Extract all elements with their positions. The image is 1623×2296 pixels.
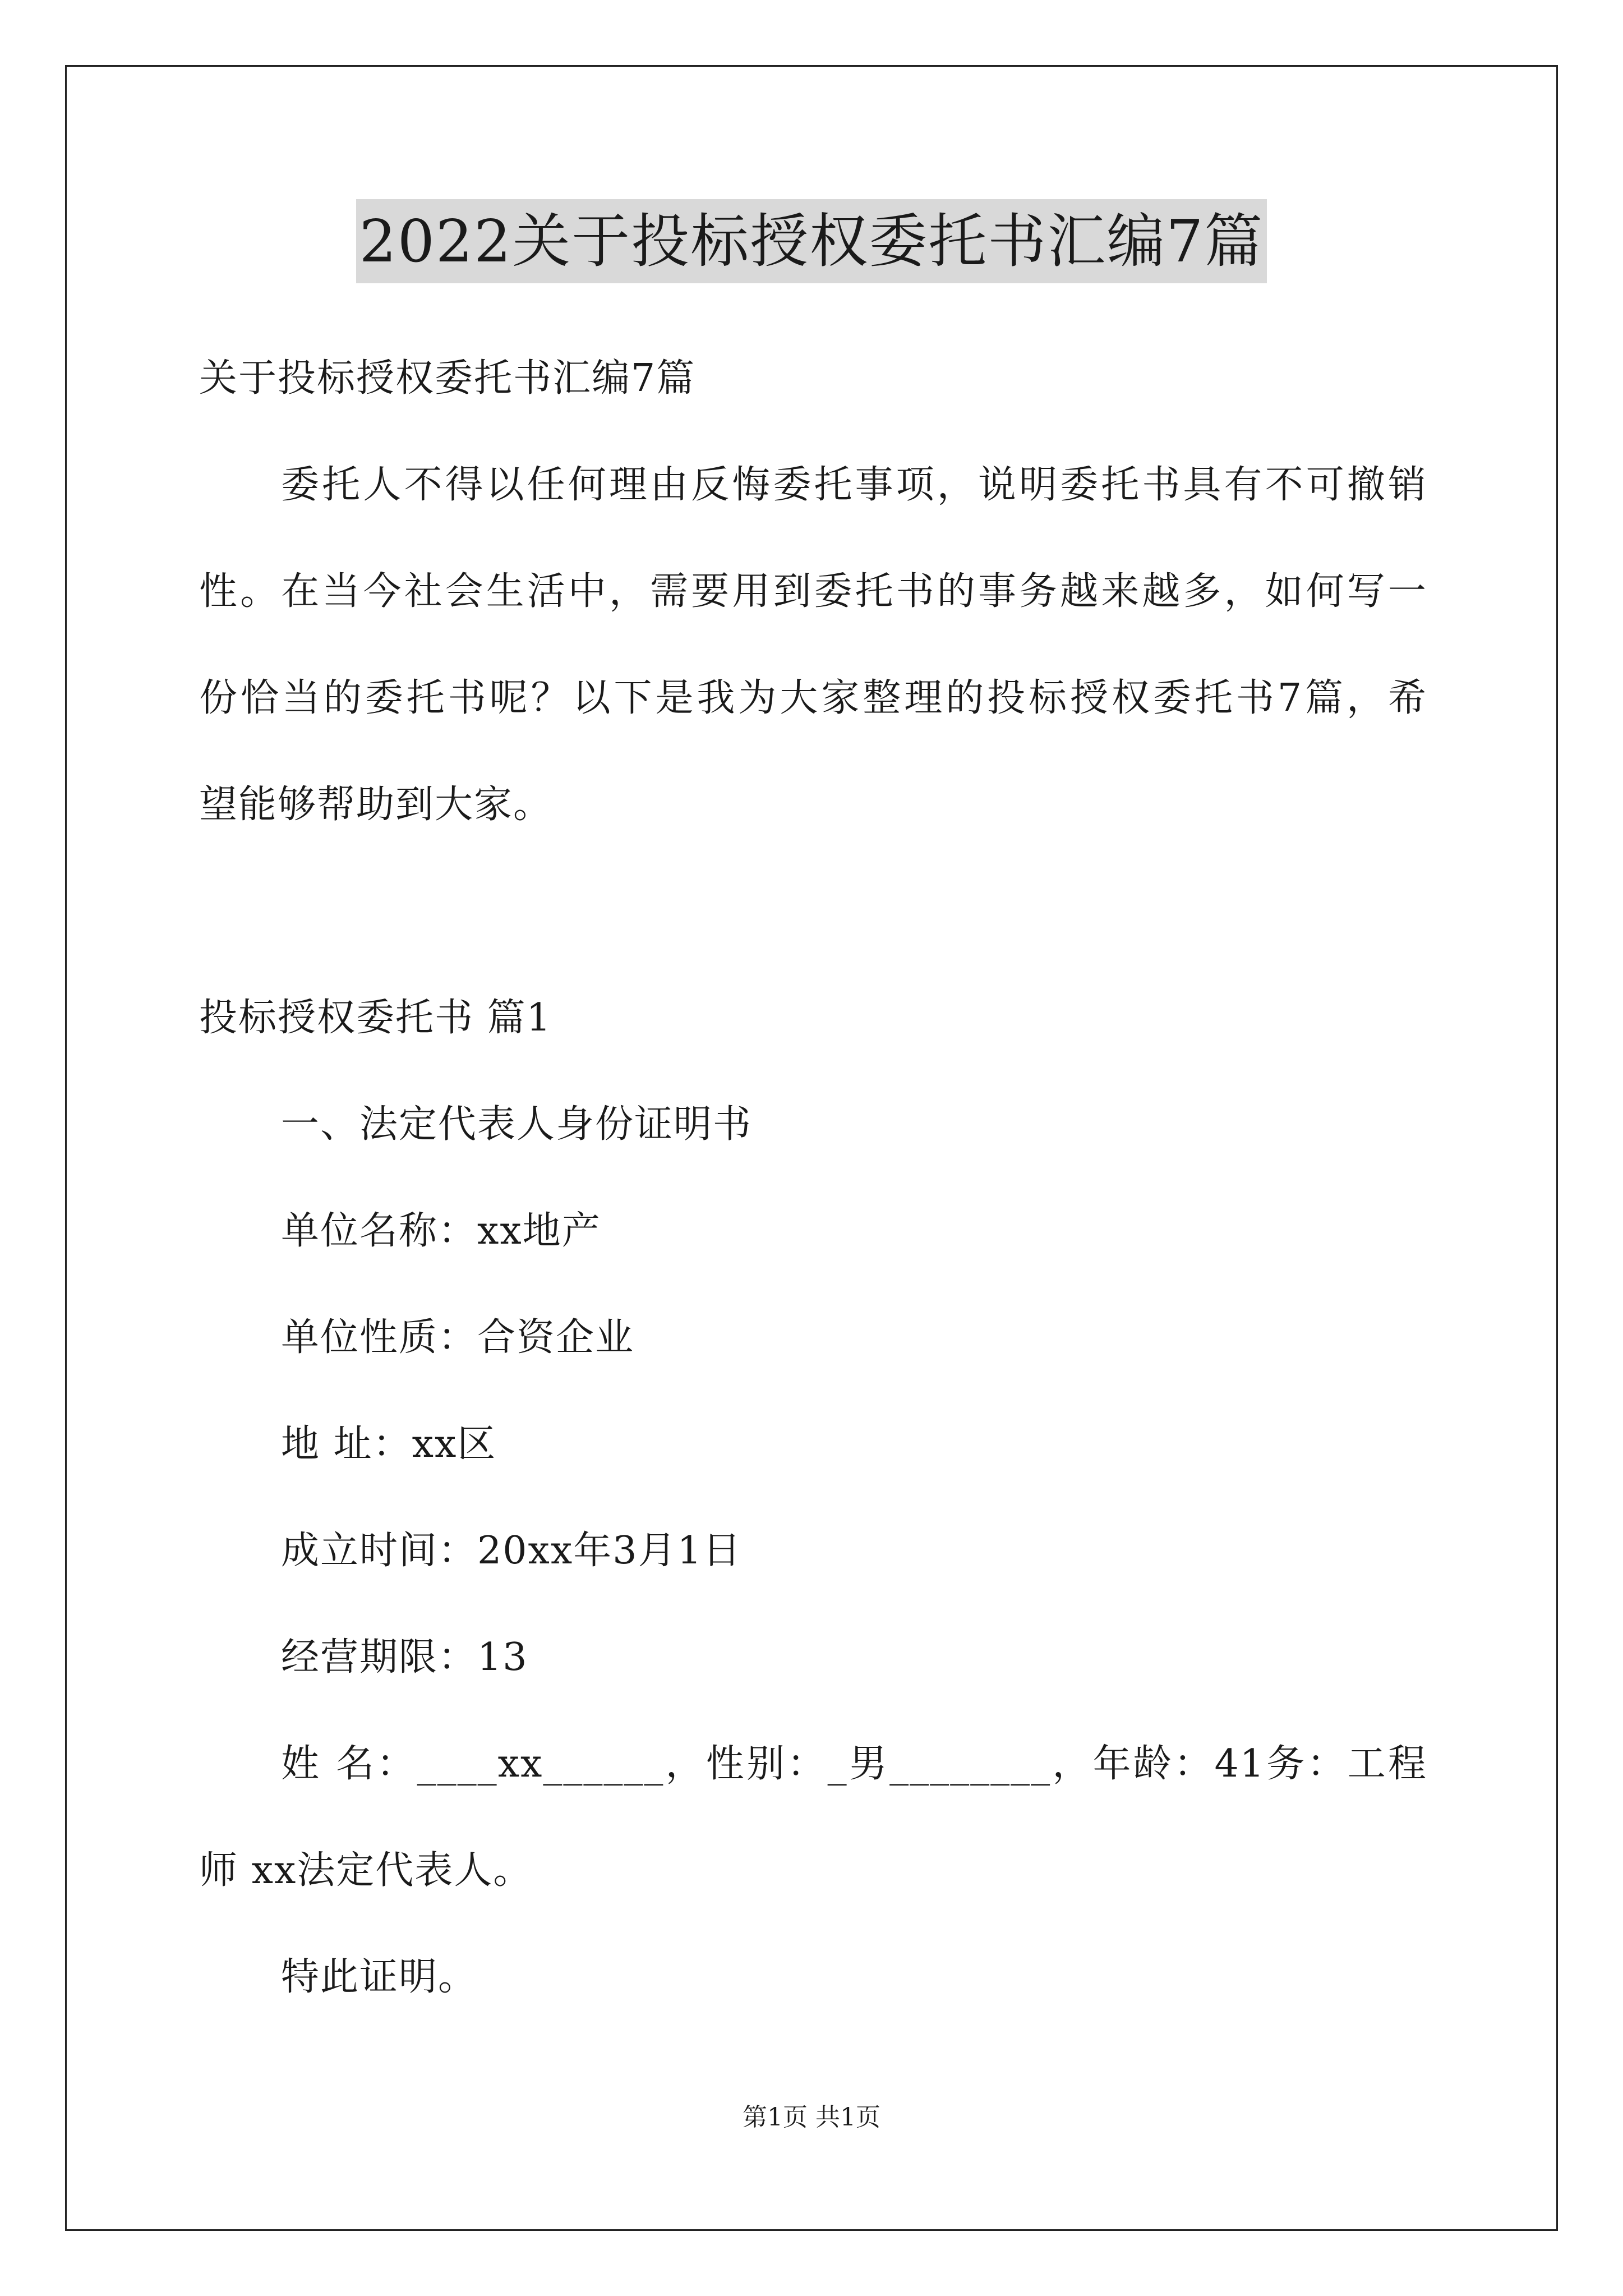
field-unit-name: 单位名称：xx地产 <box>281 1209 601 1253</box>
intro-line-3: 份恰当的委托书呢？以下是我为大家整理的投标授权委托书7篇，希 <box>199 676 1427 720</box>
intro-line-1: 委托人不得以任何理由反悔委托事项，说明委托书具有不可撤销 <box>281 463 1427 507</box>
section-heading: 投标授权委托书 篇1 <box>199 996 552 1040</box>
document-subtitle: 关于投标授权委托书汇编7篇 <box>199 356 696 401</box>
sub-heading: 一、法定代表人身份证明书 <box>281 1102 753 1147</box>
intro-line-2: 性。在当今社会生活中，需要用到委托书的事务越来越多，如何写一 <box>199 569 1427 614</box>
field-address: 地 址：xx区 <box>281 1422 497 1466</box>
field-unit-nature: 单位性质：合资企业 <box>281 1315 635 1360</box>
field-established: 成立时间：20xx年3月1日 <box>281 1529 742 1573</box>
name-line-2: 师 xx法定代表人。 <box>199 1848 533 1893</box>
intro-line-4: 望能够帮助到大家。 <box>199 783 553 827</box>
title-container <box>0 199 1623 283</box>
closing-text: 特此证明。 <box>281 1955 478 1999</box>
document-title: 2022关于投标授权委托书汇编7篇 <box>356 199 1267 283</box>
page-footer: 第1页 共1页 <box>743 2103 880 2132</box>
name-line-1: 姓 名：____xx______，性别：_男________，年龄：41务：工程 <box>281 1742 1427 1786</box>
field-term: 经营期限：13 <box>281 1635 528 1680</box>
